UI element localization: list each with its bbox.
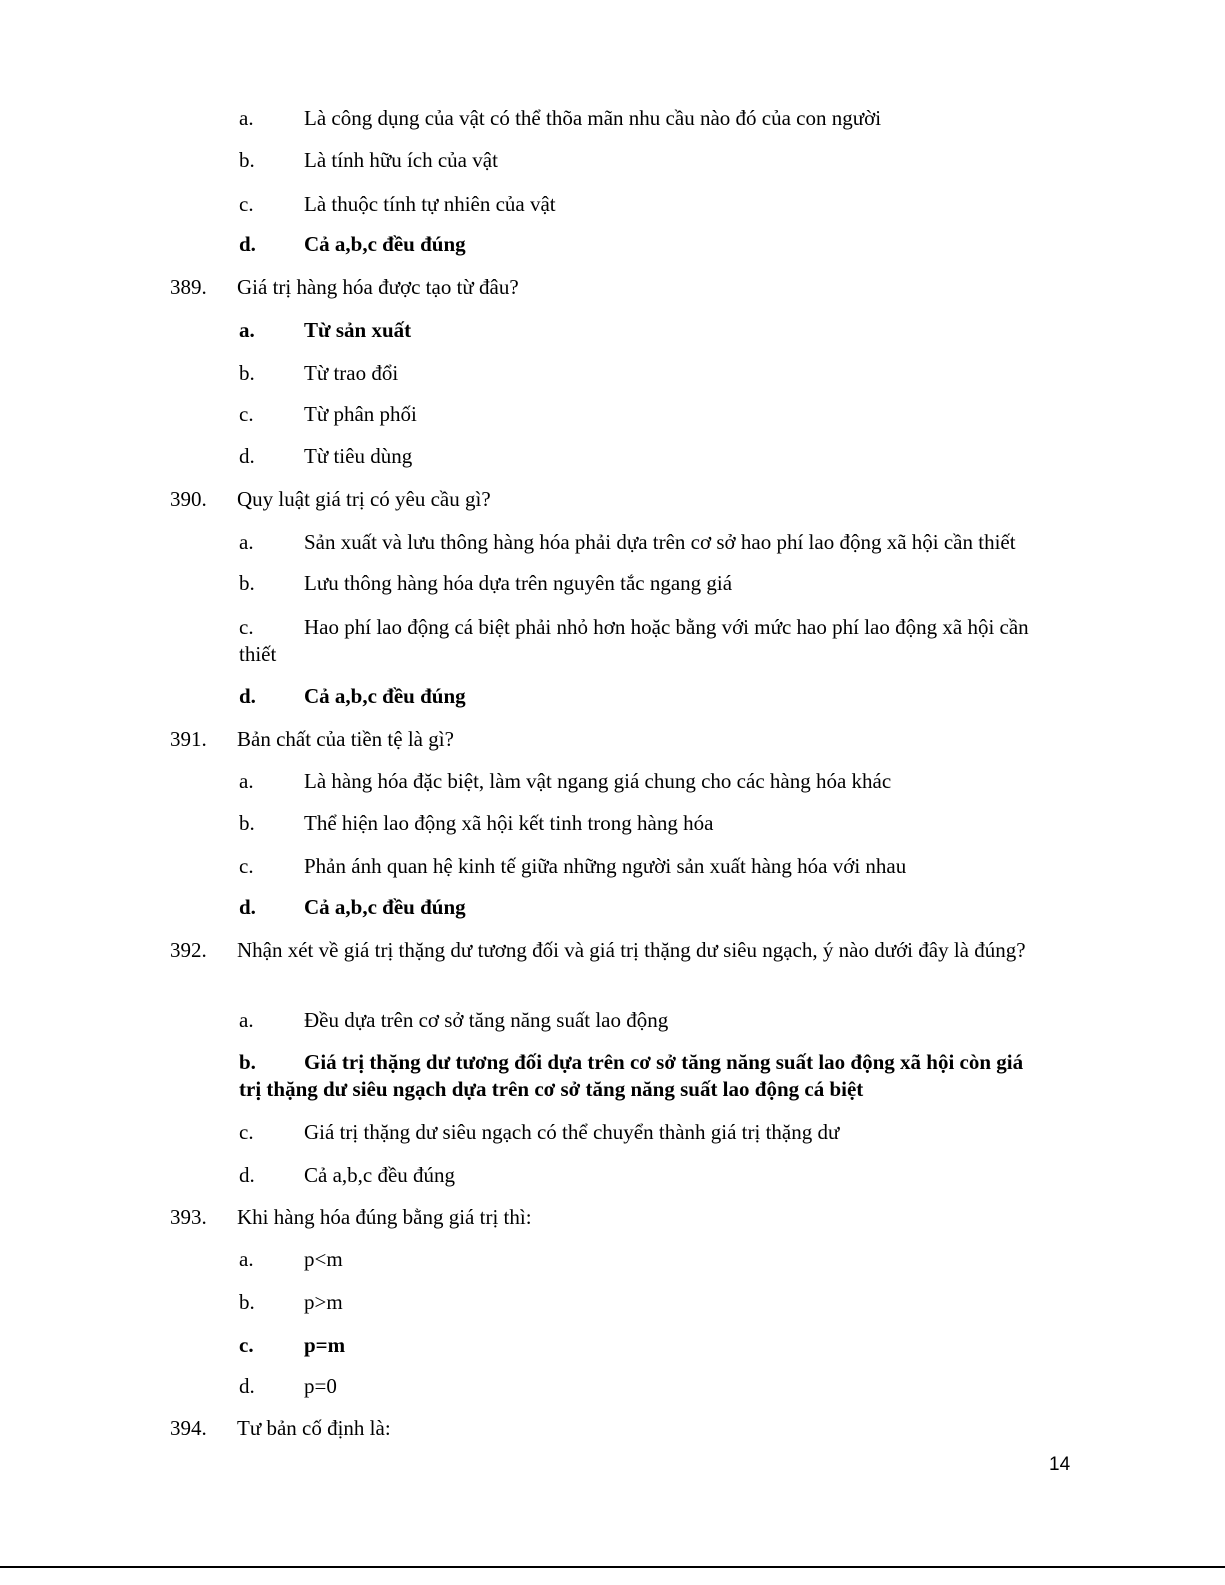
option-text: Cả a,b,c đều đúng xyxy=(304,684,466,708)
option-label: d. xyxy=(239,895,256,919)
page-bottom-rule xyxy=(0,1566,1225,1568)
option-label: b. xyxy=(239,148,255,172)
option-label: c. xyxy=(239,1120,254,1144)
option-label: a. xyxy=(239,769,254,793)
option-label: a. xyxy=(239,1008,254,1032)
option-text: Từ trao đổi xyxy=(304,361,399,385)
question-number: 394. xyxy=(170,1416,207,1440)
option-text: Cả a,b,c đều đúng xyxy=(304,895,466,919)
option-text: Cả a,b,c đều đúng xyxy=(304,232,466,256)
option-label: b. xyxy=(239,571,255,595)
question-number: 392. xyxy=(170,938,207,962)
option-c xyxy=(239,614,1054,668)
option-text: p=0 xyxy=(304,1374,337,1398)
option-label: c. xyxy=(239,1333,254,1357)
option-text: Là thuộc tính tự nhiên của vật xyxy=(304,192,556,216)
page-number: 14 xyxy=(1049,1454,1071,1475)
question-number: 391. xyxy=(170,727,207,751)
option-text: Giá trị thặng dư siêu ngạch có thể chuyển thành giá trị thặng dư xyxy=(304,1120,840,1144)
option-label: b. xyxy=(239,1050,256,1074)
option-label: c. xyxy=(239,402,254,426)
option-text: Sản xuất và lưu thông hàng hóa phải dựa trên cơ sở hao phí lao động xã hội cần thiết xyxy=(304,530,1016,554)
option-label: d. xyxy=(239,1163,255,1187)
option-label: b. xyxy=(239,361,255,385)
question-text: Nhận xét về giá trị thặng dư tương đối và giá trị thặng dư siêu ngạch, ý nào dưới đây là đúng? xyxy=(237,938,1026,962)
option-label: d. xyxy=(239,444,255,468)
option-label: a. xyxy=(239,1247,254,1271)
option-label: d. xyxy=(239,684,256,708)
option-b-correct xyxy=(239,1049,1049,1103)
option-label: b. xyxy=(239,811,255,835)
option-text: p<m xyxy=(304,1247,343,1271)
question-392 xyxy=(170,937,1080,997)
option-text: Phản ánh quan hệ kinh tế giữa những người sản xuất hàng hóa với nhau xyxy=(304,854,907,878)
option-text: Đều dựa trên cơ sở tăng năng suất lao động xyxy=(304,1008,669,1032)
option-label: c. xyxy=(239,615,254,639)
option-text: Cả a,b,c đều đúng xyxy=(304,1163,456,1187)
option-label: d. xyxy=(239,1374,255,1398)
option-label: a. xyxy=(239,106,254,130)
option-label: c. xyxy=(239,854,254,878)
question-text: Bản chất của tiền tệ là gì? xyxy=(237,727,454,751)
question-text: Khi hàng hóa đúng bằng giá trị thì: xyxy=(237,1205,532,1229)
option-label: d. xyxy=(239,232,256,256)
option-text: Là tính hữu ích của vật xyxy=(304,148,498,172)
question-text: Tư bản cố định là: xyxy=(237,1416,391,1440)
option-label: b. xyxy=(239,1290,255,1314)
option-text: Hao phí lao động cá biệt phải nhỏ hơn hoặc bằng với mức hao phí lao động xã hội cần thiết xyxy=(239,615,1029,666)
question-number: 389. xyxy=(170,275,207,299)
option-text: Là công dụng của vật có thể thõa mãn nhu cầu nào đó của con người xyxy=(304,106,882,130)
option-text: Từ sản xuất xyxy=(304,318,412,342)
option-label: a. xyxy=(239,530,254,554)
option-text: Từ tiêu dùng xyxy=(304,444,413,468)
option-label: a. xyxy=(239,318,255,342)
question-text: Quy luật giá trị có yêu cầu gì? xyxy=(237,487,491,511)
option-text: Thể hiện lao động xã hội kết tinh trong hàng hóa xyxy=(304,811,714,835)
option-text: Từ phân phối xyxy=(304,402,417,426)
question-text: Giá trị hàng hóa được tạo từ đâu? xyxy=(237,275,519,299)
question-number: 390. xyxy=(170,487,207,511)
option-text: Giá trị thặng dư tương đối dựa trên cơ sở tăng năng suất lao động xã hội còn giá trị thặng dư siêu ngạch dựa trên cơ sở tăng năng suất lao động cá biệt xyxy=(239,1050,1024,1101)
option-text: p=m xyxy=(304,1333,346,1357)
option-text: Lưu thông hàng hóa dựa trên nguyên tắc ngang giá xyxy=(304,571,733,595)
option-label: c. xyxy=(239,192,254,216)
question-number: 393. xyxy=(170,1205,207,1229)
option-text: p>m xyxy=(304,1290,343,1314)
option-text: Là hàng hóa đặc biệt, làm vật ngang giá chung cho các hàng hóa khác xyxy=(304,769,892,793)
